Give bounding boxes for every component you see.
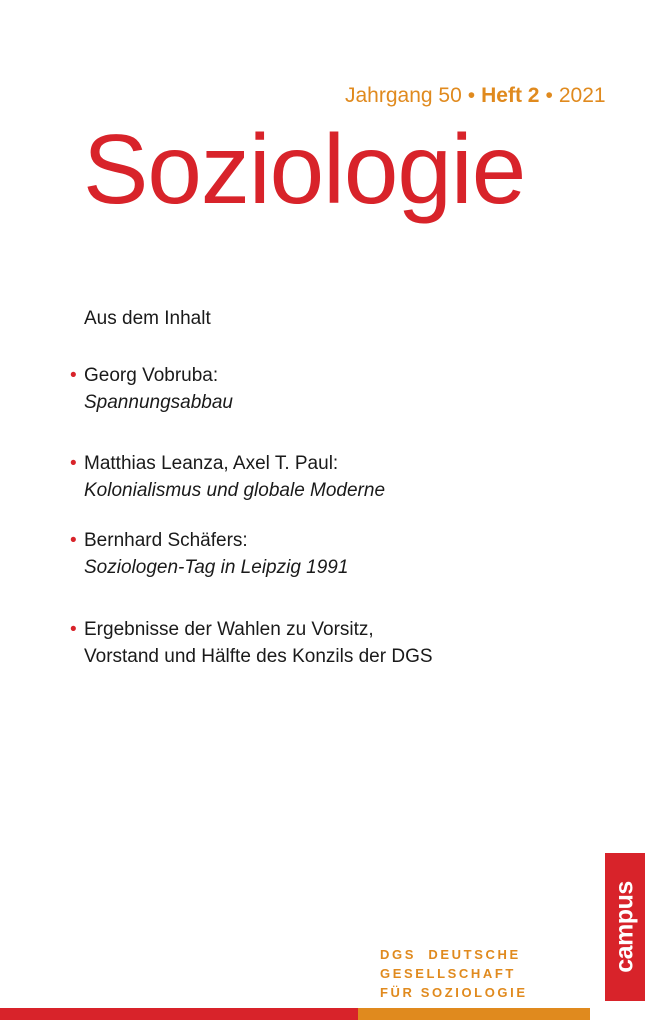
toc-text: Ergebnisse der Wahlen zu Vorsitz, <box>84 619 374 640</box>
bottom-bar-red <box>0 1008 358 1020</box>
dgs-name-line-3: FÜR SOZIOLOGIE <box>380 985 528 1000</box>
dgs-logo-line-1 <box>380 945 528 964</box>
toc-text: Vorstand und Hälfte des Konzils der DGS <box>84 646 433 667</box>
separator-dot: • <box>545 84 553 107</box>
campus-publisher-logo <box>605 853 645 1001</box>
issue-number: Heft 2 <box>481 84 540 107</box>
bottom-bar-orange <box>358 1008 590 1020</box>
issue-info <box>345 84 606 108</box>
toc-title: Soziologen-Tag in Leipzig 1991 <box>84 557 349 578</box>
issue-volume: Jahrgang 50 <box>345 84 462 107</box>
toc-author: Georg Vobruba: <box>84 365 219 386</box>
toc-title: Kolonialismus und globale Moderne <box>84 480 386 501</box>
publisher-name: campus <box>610 881 639 973</box>
bullet-icon: • <box>70 530 77 551</box>
journal-title: Soziologie <box>83 114 526 224</box>
dgs-society-logo <box>380 945 528 1002</box>
bullet-icon: • <box>70 453 77 474</box>
issue-year: 2021 <box>558 84 606 107</box>
dgs-name-line-2: GESELLSCHAFT <box>380 966 516 981</box>
bullet-icon: • <box>70 365 77 386</box>
toc-author: Matthias Leanza, Axel T. Paul: <box>84 453 339 474</box>
toc-author: Bernhard Schäfers: <box>84 530 248 551</box>
dgs-abbr: DGS <box>380 947 416 962</box>
contents-heading: Aus dem Inhalt <box>84 308 211 329</box>
toc-title: Spannungsabbau <box>84 392 233 413</box>
bullet-icon: • <box>70 619 77 640</box>
bottom-color-bar <box>0 1008 590 1020</box>
dgs-name-line-1: DEUTSCHE <box>428 947 521 962</box>
separator-dot: • <box>467 84 476 107</box>
